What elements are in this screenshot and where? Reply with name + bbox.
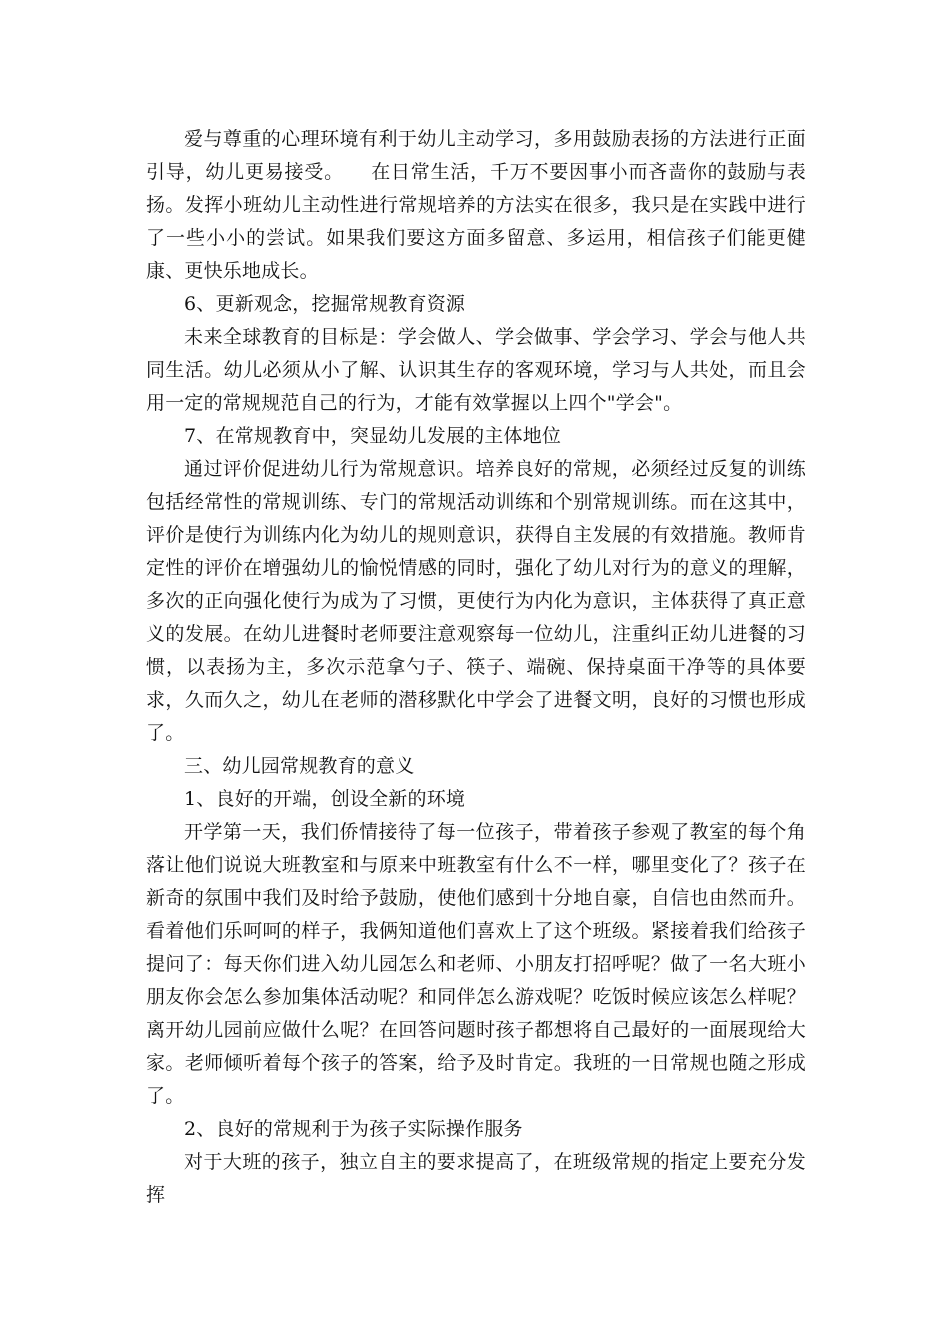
- paragraph-praise-environment: 爱与尊重的心理环境有利于幼儿主动学习，多用鼓励表扬的方法进行正面引导，幼儿更易接受。 在日常生活，千万不要因事小而吝啬你的鼓励与表扬。发挥小班幼儿主动性进行常规培养的方法实在很多，我只是在实践中进行了一些小小的尝试。如果我们要这方面多留意、多运用，相信孩子们能更健康、更快乐地成长。: [146, 128, 806, 282]
- document-page: [146, 123, 806, 1212]
- paragraph-global-education-goals: 未来全球教育的目标是：学会做人、学会做事、学会学习、学会与他人共同生活。幼儿必须从小了解、认识其生存的客观环境，学习与人共处，而且会用一定的常规规范自己的行为，才能有效掌握以上四个"学会"。: [146, 326, 806, 414]
- paragraph-senior-class: 对于大班的孩子，独立自主的要求提高了，在班级常规的指定上要充分发挥: [146, 1151, 806, 1206]
- heading-practical-operation: 2、良好的常规利于为孩子实际操作服务: [184, 1118, 523, 1140]
- heading-update-concepts: 6、更新观念，挖掘常规教育资源: [184, 293, 466, 315]
- paragraph-first-day: 开学第一天，我们侨情接待了每一位孩子，带着孩子参观了教室的每个角落让他们说说大班教室和与原来中班教室有什么不一样，哪里变化了？孩子在新奇的氛围中我们及时给予鼓励，使他们感到十分地自豪，自信也由然而升。看着他们乐呵呵的样子，我俩知道他们喜欢上了这个班级。紧接着我们给孩子提问了：每天你们进入幼儿园怎么和老师、小朋友打招呼呢？做了一名大班小朋友你会怎么参加集体活动呢？和同伴怎么游戏呢？吃饭时候应该怎么样呢？离开幼儿园前应做什么呢？在回答问题时孩子都想将自己最好的一面展现给大家。老师倾听着每个孩子的答案，给予及时肯定。我班的一日常规也随之形成了。: [146, 821, 806, 1107]
- heading-good-beginning: 1、良好的开端，创设全新的环境: [184, 788, 466, 810]
- paragraph-evaluation-routine: 通过评价促进幼儿行为常规意识。培养良好的常规，必须经过反复的训练包括经常性的常规训练、专门的常规活动训练和个别常规训练。而在这其中，评价是使行为训练内化为幼儿的规则意识，获得自主发展的有效措施。教师肯定性的评价在增强幼儿的愉悦情感的同时，强化了幼儿对行为的意义的理解，多次的正向强化使行为成为了习惯，更使行为内化为意识，主体获得了真正意义的发展。在幼儿进餐时老师要注意观察每一位幼儿，注重纠正幼儿进餐的习惯，以表扬为主，多次示范拿勺子、筷子、端碗、保持桌面干净等的具体要求，久而久之，幼儿在老师的潜移默化中学会了进餐文明，良好的习惯也形成了。: [146, 458, 806, 744]
- heading-child-subject-status: 7、在常规教育中，突显幼儿发展的主体地位: [184, 425, 562, 447]
- heading-significance-section: 三、幼儿园常规教育的意义: [184, 755, 415, 777]
